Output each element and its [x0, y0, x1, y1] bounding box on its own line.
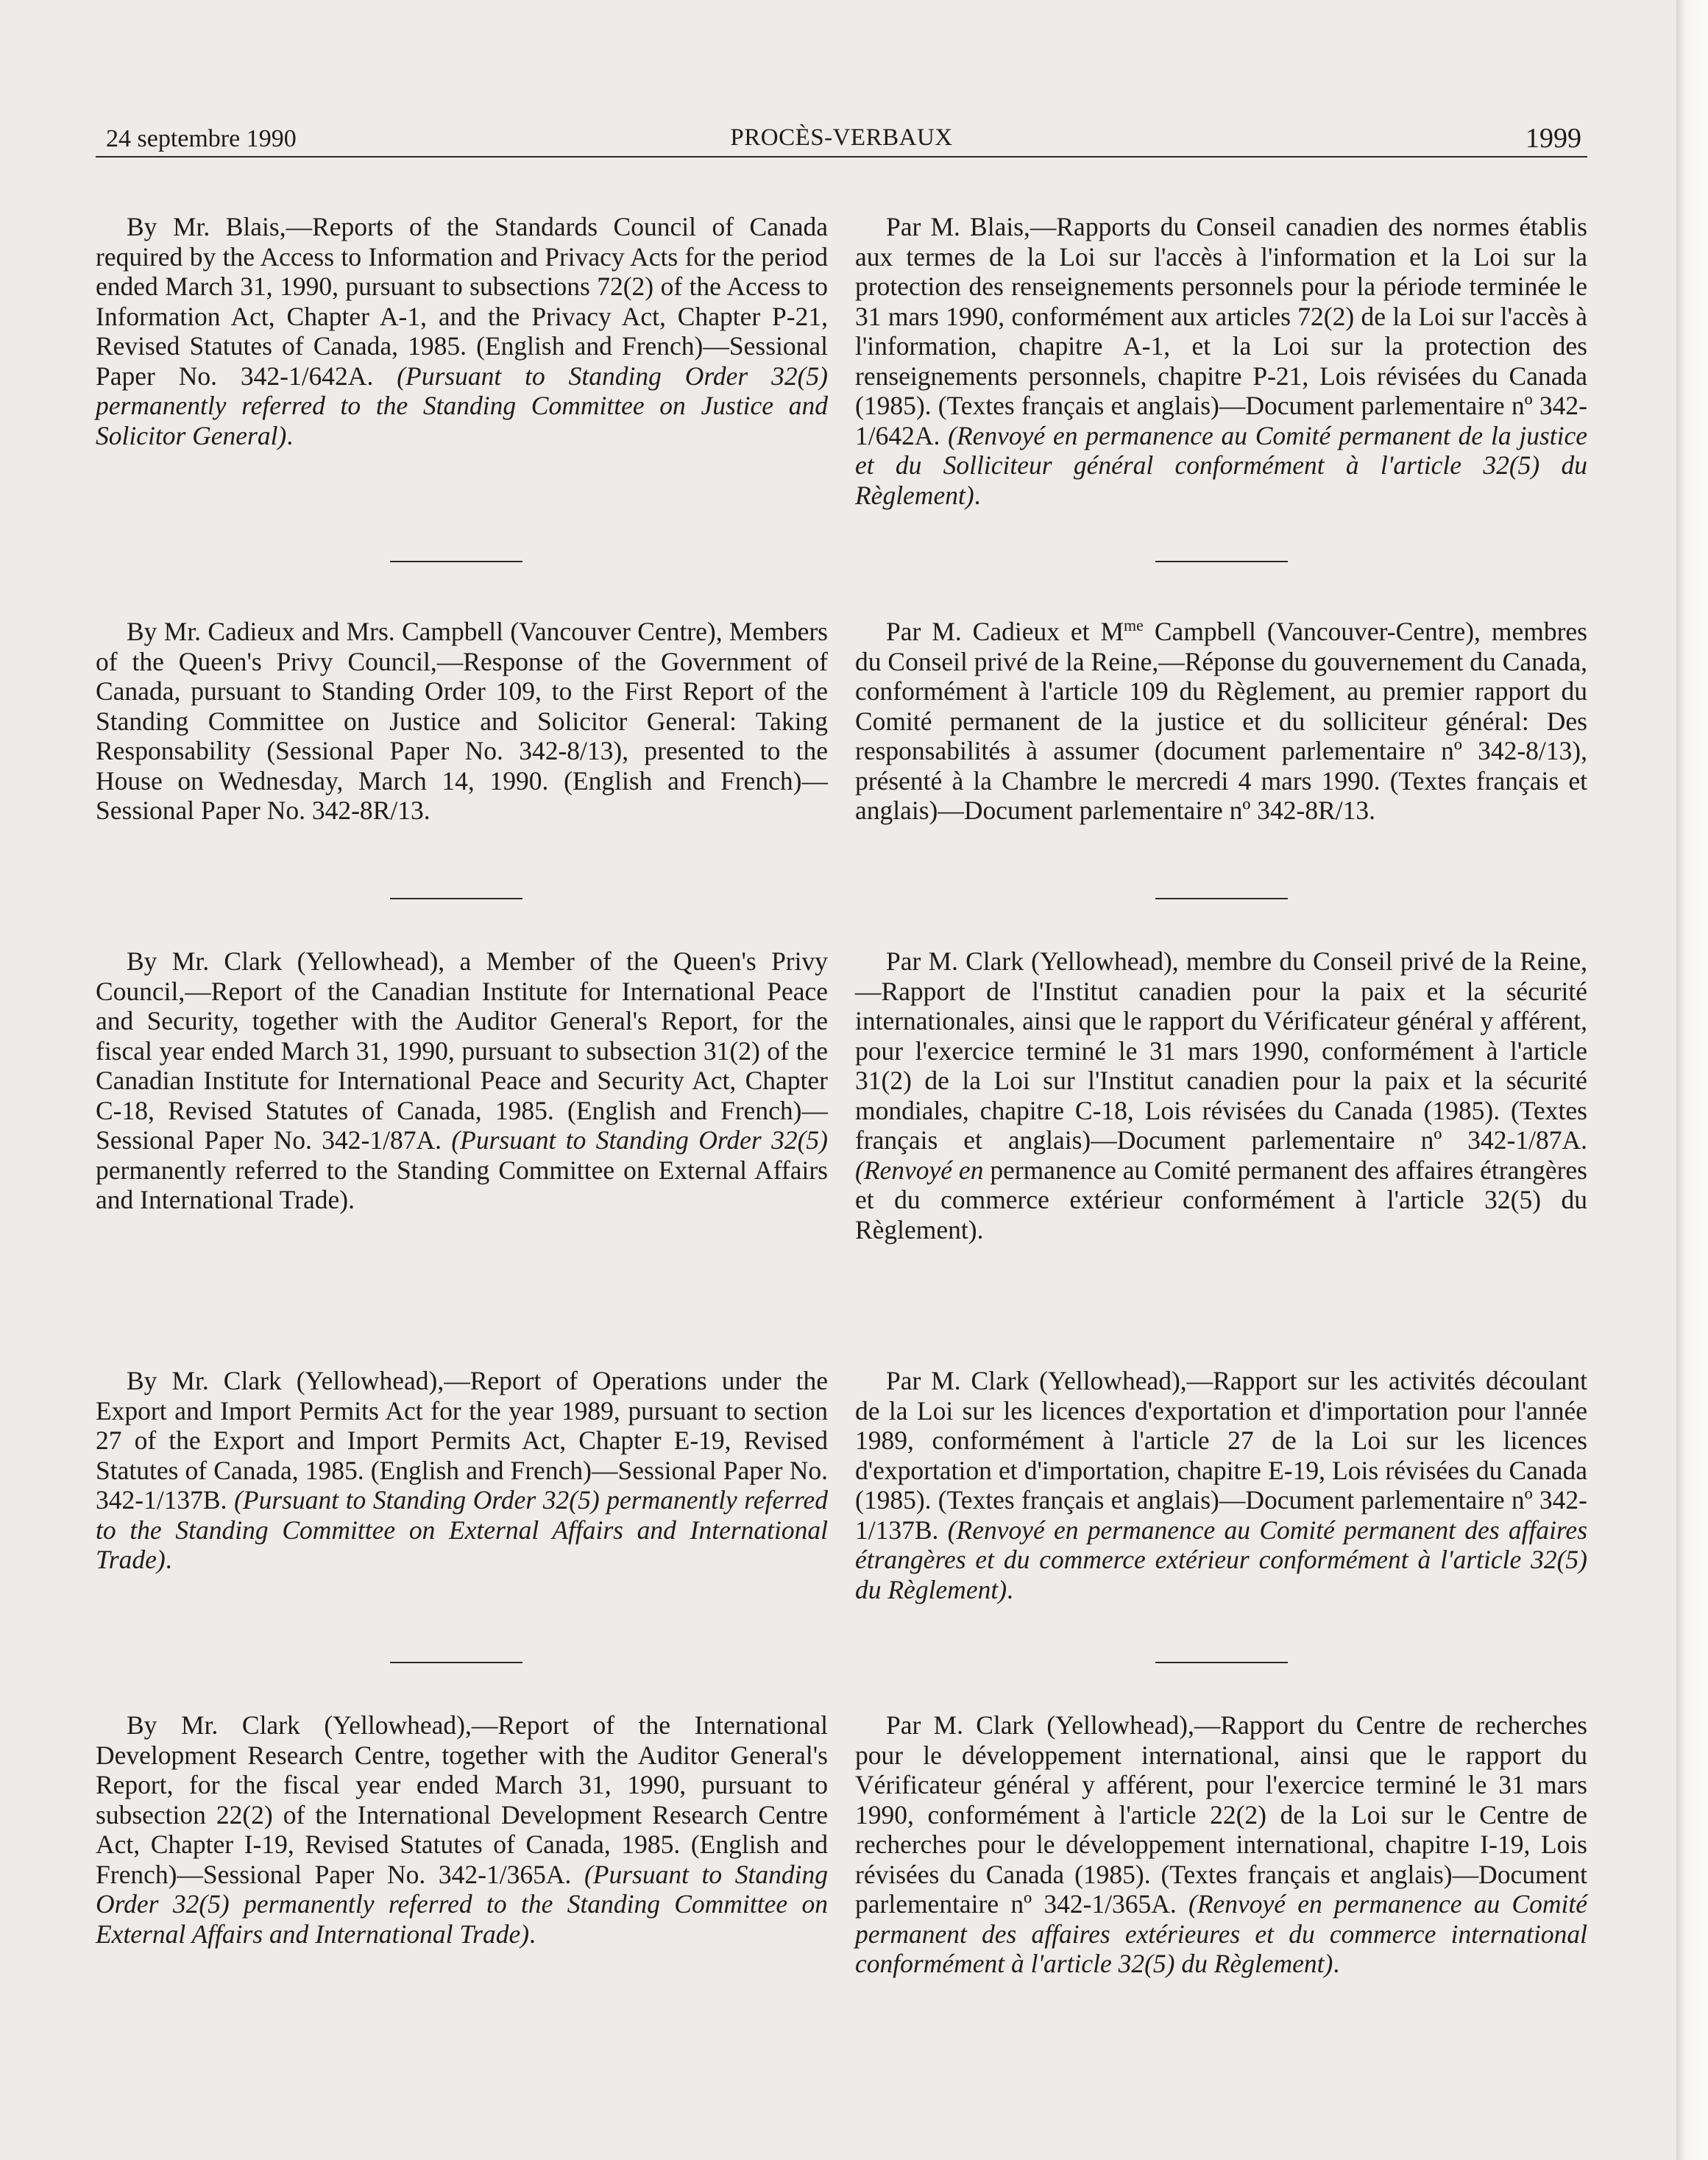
- header-date: 24 septembre 1990: [106, 125, 297, 152]
- separator-rule: [1155, 561, 1288, 562]
- separator-rule: [1155, 1662, 1288, 1663]
- entry-clark-export-en: By Mr. Clark (Yellowhead),—Report of Operations under the Export and Import Permits Act for the year 1989, pursuant to section 27 of the Export and Import Permits Act, Chapter E-19, Revised Statutes of Canada, 1985. (English and French)—Sessional Paper No. 342-1/137B. (Pursuant to Standing Order 32(5) permanently referred to the Standing Committee on External Affairs and International Trade).: [96, 1366, 828, 1574]
- separator-rule: [390, 561, 522, 562]
- entry-clark-icips-fr: Par M. Clark (Yellowhead), membre du Conseil privé de la Reine,—Rapport de l'Institut canadien pour la paix et la sécurité internationales, ainsi que le rapport du Vérificateur général y afférent, pour l'exercice terminé le 31 mars 1990, conformément à l'article 31(2) de la Loi sur l'Institut canadien pour la paix et la sécurité mondiales, chapitre C-18, Lois révisées du Canada (1985). (Textes français et anglais)—Document parlementaire nº 342-1/87A. (Renvoyé en permanence au Comité permanent des affaires étrangères et du commerce extérieur conformément à l'article 32(5) du Règlement).: [855, 946, 1587, 1244]
- page-edge: [1676, 0, 1708, 2160]
- entry-cadieux-en: By Mr. Cadieux and Mrs. Campbell (Vancouver Centre), Members of the Queen's Privy Council,—Response of the Government of Canada, pursuant to Standing Order 109, to the First Report of the Standing Committee on Justice and Solicitor General: Taking Responsability (Sessional Paper No. 342-8/13), presented to the House on Wednesday, March 14, 1990. (English and French)—Sessional Paper No. 342-8R/13.: [96, 617, 828, 825]
- separator-rule: [1155, 898, 1288, 899]
- separator-rule: [390, 898, 522, 899]
- entry-cadieux-fr: Par M. Cadieux et $M^{me}$ Campbell (Vancouver-Centre), membres du Conseil privé de la Reine,—Réponse du gouvernement du Canada, conformément à l'article 109 du Règlement, au premier rapport du Comité permanent de la justice et du solliciteur général: Des responsabilités à assumer (document parlementaire nº 342-8/13), présenté à la Chambre le mercredi 4 mars 1990. (Textes français et anglais)—Document parlementaire nº 342-8R/13.: [855, 615, 1587, 825]
- entry-blais-en: By Mr. Blais,—Reports of the Standards Council of Canada required by the Access to Information and Privacy Acts for the period ended March 31, 1990, pursuant to subsections 72(2) of the Access to Information Act, Chapter A-1, and the Privacy Act, Chapter P-21, Revised Statutes of Canada, 1985. (English and French)—Sessional Paper No. 342-1/642A. (Pursuant to Standing Order 32(5) permanently referred to the Standing Committee on Justice and Solicitor General).: [96, 212, 828, 450]
- entry-blais-fr: Par M. Blais,—Rapports du Conseil canadien des normes établis aux termes de la Loi sur l'accès à l'information et la Loi sur la protection des renseignements personnels pour la période terminée le 31 mars 1990, conformément aux articles 72(2) de la Loi sur l'accès à l'information, chapitre A-1, et la Loi sur la protection des renseignements personnels, chapitre P-21, Lois révisées du Canada (1985). (Textes français et anglais)—Document parlementaire nº 342-1/642A. (Renvoyé en permanence au Comité permanent de la justice et du Solliciteur général conformément à l'article 32(5) du Règlement).: [855, 212, 1588, 510]
- running-head: [96, 119, 1587, 157]
- header-rule: [96, 156, 1587, 157]
- entry-clark-crdi-fr: Par M. Clark (Yellowhead),—Rapport du Centre de recherches pour le développement international, ainsi que le rapport du Vérificateur général y afférent, pour l'exercice terminé le 31 mars 1990, conformément à l'article 22(2) de la Loi sur le Centre de recherches pour le développement international, chapitre I-19, Lois révisées du Canada (1985). (Textes français et anglais)—Document parlementaire nº 342-1/365A. (Renvoyé en permanence au Comité permanent des affaires extérieures et du commerce international conformément à l'article 32(5) du Règlement).: [855, 1710, 1587, 1978]
- entry-clark-idrc-en: By Mr. Clark (Yellowhead),—Report of the International Development Research Centre, together with the Auditor General's Report, for the fiscal year ended March 31, 1990, pursuant to subsection 22(2) of the International Development Research Centre Act, Chapter I-19, Revised Statutes of Canada, 1985. (English and French)—Sessional Paper No. 342-1/365A. (Pursuant to Standing Order 32(5) permanently referred to the Standing Committee on External Affairs and International Trade).: [96, 1710, 828, 1949]
- page-number: 1999: [1525, 123, 1581, 154]
- separator-rule: [390, 1662, 522, 1663]
- header-title: PROCÈS-VERBAUX: [730, 124, 953, 151]
- entry-clark-cipps-en: By Mr. Clark (Yellowhead), a Member of the Queen's Privy Council,—Report of the Canadian Institute for International Peace and Security, together with the Auditor General's Report, for the fiscal year ended March 31, 1990, pursuant to subsection 31(2) of the Canadian Institute for International Peace and Security Act, Chapter C-18, Revised Statutes of Canada, 1985. (English and French)—Sessional Paper No. 342-1/87A. (Pursuant to Standing Order 32(5) permanently referred to the Standing Committee on External Affairs and International Trade).: [96, 946, 828, 1214]
- entry-clark-export-fr: Par M. Clark (Yellowhead),—Rapport sur les activités découlant de la Loi sur les licences d'exportation et d'importation pour l'année 1989, conformément à l'article 27 de la Loi sur les licences d'exportation et d'importation, chapitre E-19, Lois révisées du Canada (1985). (Textes français et anglais)—Document parlementaire nº 342-1/137B. (Renvoyé en permanence au Comité permanent des affaires étrangères et du commerce extérieur conformément à l'article 32(5) du Règlement).: [855, 1366, 1588, 1604]
